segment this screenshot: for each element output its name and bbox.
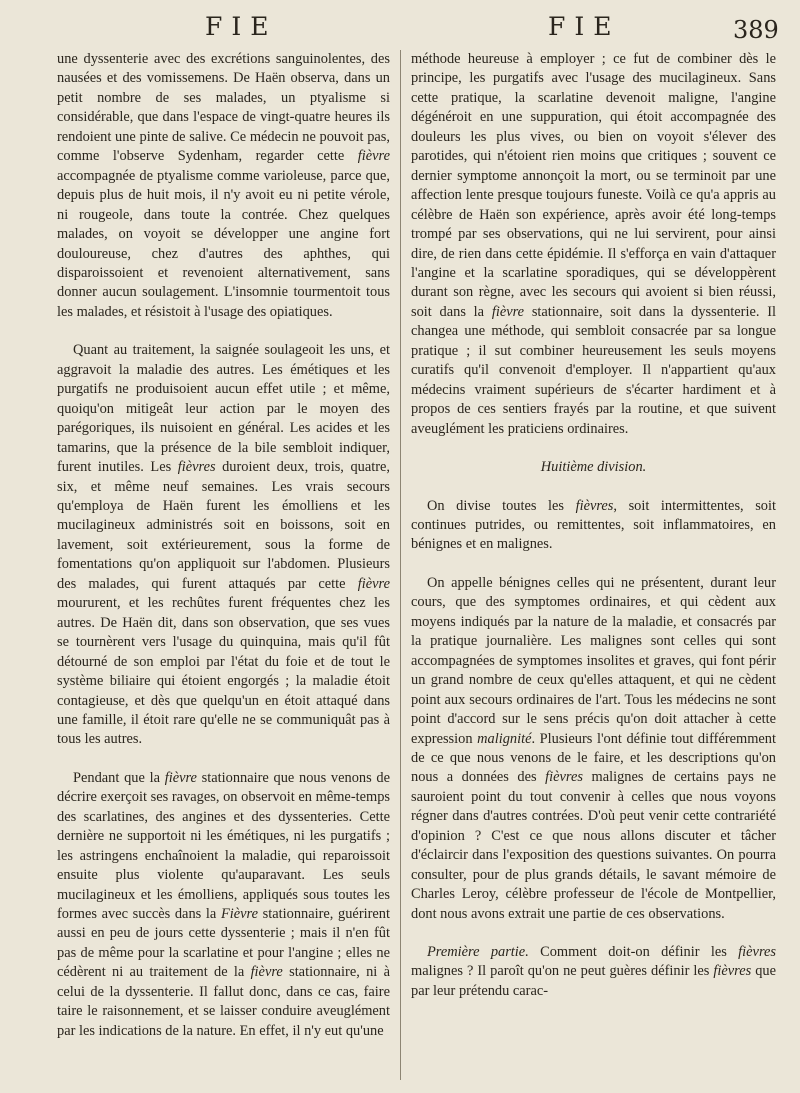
right-column-paragraph: Première partie. Comment doit-on définir les fièvres malignes ? Il paroît qu'on ne peut guères définir les fièvres que par leur prétendu carac- — [411, 944, 776, 999]
right-column-paragraph-gap — [411, 924, 776, 943]
left-column-paragraph: Pendant que la fièvre stationnaire que nous venons de décrire exerçoit ses ravages, on observoit en même-temps des scarlatines, des angines et des dyssenteries. Cette dernière ne supportoit ni les émétiques, ni les purgatifs ; les astringens enchaînoient la maladie, qui reparoissoit ensuite plus violente qu'auparavant. Les seuls mucilagineux et les émolliens, appliqués sous toutes les formes avec succès dans la Fièvre stationnaire, guérirent aussi en peu de jours cette dyssenterie ; mais il n'en fût pas de même pour la scarlatine et pour l'angine ; elles ne cédèrent ni au traitement de la fièvre stationnaire, ni à celui de la dyssenterie. Il fallut donc, dans ce cas, faire taire le raisonnement, et se laisser conduire aveuglément par les indications de la nature. En effet, il n'y eut qu'une — [57, 769, 390, 1039]
page-number: 389 — [733, 16, 779, 44]
left-column-paragraph-gap — [57, 750, 390, 769]
right-column-paragraph-gap — [411, 439, 776, 458]
left-text-column — [57, 50, 390, 1041]
running-header — [0, 8, 800, 48]
right-column-paragraph: On divise toutes les fièvres, soit intermittentes, soit continues putrides, ou remittentes, soit inflammatoires, en bénignes et en malignes. — [411, 497, 776, 553]
column-divider — [400, 50, 401, 1080]
left-column-paragraph: Quant au traitement, la saignée soulageoit les uns, et aggravoit la maladie des autres. Les émétiques et les purgatifs ne produisoient aucun effet utile ; et même, quoiqu'on mitigeât leur action par le moyen des parégoriques, ils nuisoient en général. Les acides et les tamarins, que la présence de la bile sembloit indiquer, furent inutiles. Les fièvres duroient deux, trois, quatre, six, et même neuf semaines. Les vrais secours qu'employa de Haën furent les émolliens et les mucilagineux administrés soit en boissons, soit en lavement, soit extérieurement, sous la forme de fomentations qu'on appliquoit sur l'abdomen. Plusieurs des malades, qui furent attaqués par cette fièvre moururent, et les rechûtes furent fréquentes chez les autres. De Haën dit, dans son observation, que ses vues se tournèrent vers l'usage du quinquina, mais qu'il fût détourné de son emploi par l'état du foie et de tout le système biliaire qui étoient engorgés ; la maladie étoit contagieuse, et dès que quelqu'un en étoit attaqué dans une famille, il étoit rare qu'elle ne se communiquât pas à tous les autres. — [57, 342, 390, 748]
right-column-paragraph-gap — [411, 478, 776, 497]
right-column-paragraph: méthode heureuse à employer ; ce fut de combiner dès le principe, les purgatifs avec l'usage des mucilagineux. Sans cette pratique, la scarlatine devenoit maligne, l'angine dégénéroit en une suppuration, qui étoit accompagnée des douleurs les plus vives, ou bien on voyoit s'élever des parotides, qui n'étoient rien moins que critiques ; souvent ce dernier symptome annonçoit la mort, ou se terminoit par une affection lente presque toujours funeste. Voilà ce qu'a appris au célèbre de Haën son expérience, après avoir été long-temps trompé par ses observations, qui ne lui servirent, pour ainsi dire, de rien dans cette épidémie. Il s'efforça en vain d'attaquer l'angine et la scarlatine sporadiques, qui se développèrent durant son règne, avec les secours qui avoient si bien réussi, soit dans la fièvre stationnaire, soit dans la dyssenterie. Il changea une méthode, qui sembloit consacrée par sa longue pratique ; il sut combiner heureusement les seuls moyens curatifs qu'il convenoit d'employer. Il n'appartient qu'aux médecins vraiment supérieurs de s'écarter hardiment et à propos de ces sentiers frayés par la routine, et que suivent aveuglément les praticiens ordinaires. — [411, 51, 776, 437]
left-column-paragraph-gap — [57, 322, 390, 341]
right-column-paragraph-gap — [411, 555, 776, 574]
right-column-paragraph: On appelle bénignes celles qui ne présentent, durant leur cours, que des symptomes ordinaires, et qui cèdent aux moyens indiqués par la nature de la maladie, et consacrés par la pratique journalière. Les malignes sont celles qui sont accompagnées de symptomes insolites et graves, qui font périr un grand nombre de ceux qu'elles attaquent, et qui ne cèdent point aux secours ordinaires de l'art. Tous les médecins ne sont point d'accord sur le sens précis qu'on doit attacher à cette expression malignité. Plusieurs l'ont définie tout différemment de ce que nous venons de le faire, et les descriptions qu'on nous a données des fièvres malignes de certains pays ne sauroient point du tout convenir à celles que nous voyons régner dans d'autres contrées. D'où peut venir cette contrariété d'opinion ? C'est ce que nous allons discuter et tâcher d'éclaircir dans l'exposition des questions suivantes. On pourra consulter, pour de plus grands détails, le savant mémoire de Charles Leroy, célèbre professeur de l'école de Montpellier, dont nous avons extrait une partie de ces observations. — [411, 574, 776, 922]
left-running-head: FIE — [205, 12, 278, 41]
right-running-head: FIE — [548, 12, 621, 41]
section-heading: Huitième division. — [540, 459, 647, 476]
right-text-column — [411, 50, 776, 1001]
left-column-paragraph: une dyssenterie avec des excrétions sanguinolentes, des nausées et des vomissemens. De Haën observa, dans un petit nombre de ses malades, un ptyalisme si considérable, que dans l'espace de vingt-quatre heures ils rendoient une pinte de salive. Ce médecin ne pouvoit pas, comme l'observe Sydenham, regarder cette fièvre accompagnée de ptyalisme comme varioleuse, parce que, depuis plus de huit mois, il n'y avoit eu ni petite vérole, ni rougeole, dans toute la contrée. Chez quelques malades, on voyoit se développer une angine fort douloureuse, chez d'autres des aphthes, qui disparoissoient et revenoient alternativement, sans donner aucun soulagement. L'insomnie tourmentoit tous les malades, et résistoit à l'usage des opiatiques. — [57, 51, 390, 320]
